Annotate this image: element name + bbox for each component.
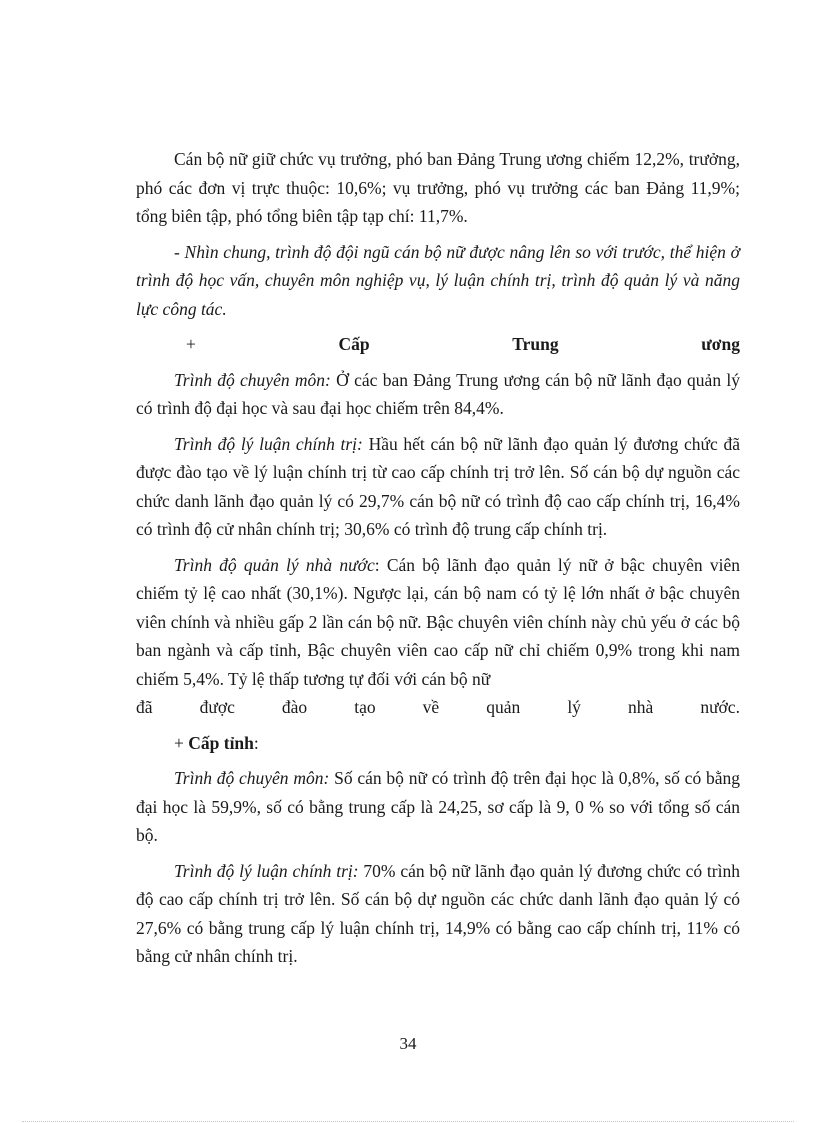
text-professional: Ở các ban Đảng Trung ương cán bộ nữ lãnh đạo quản lý có trình độ đại học và sau đại học chiếm trên 84,4%. (136, 369, 740, 418)
paragraph-central-political (136, 430, 740, 544)
last-line-word: nước. (700, 697, 740, 717)
heading-central-word-3: ương (701, 334, 740, 354)
label-professional: Trình độ chuyên môn: (174, 369, 331, 390)
last-line-word: tạo (354, 697, 376, 717)
label-provincial-professional: Trình độ chuyên môn: (174, 768, 330, 788)
last-line-word: về (422, 697, 440, 717)
label-provincial-political: Trình độ lý luận chính trị: (174, 860, 359, 881)
text-provincial-political: 70% cán bộ nữ lãnh đạo quản lý đương chức có trình độ cao cấp chính trị trở lên. Số cán bộ dự nguồn các chức danh lãnh đạo quản lý có 27,6% có bằng trung cấp lý luận chính trị, 14,9% có bằng cao cấp chính trị, 11% có bằng cử nhân chính trị. (136, 860, 740, 966)
last-line-word: được (199, 697, 235, 717)
heading-central-word-1: Cấp (338, 334, 370, 354)
text-political: Hầu hết cán bộ nữ lãnh đạo quản lý đương chức đã được đào tạo về lý luận chính trị từ cao cấp chính trị trở lên. Số cán bộ dự nguồn các chức danh lãnh đạo quản lý có 29,7% cán bộ nữ có trình độ cao cấp chính trị, 16,4% có trình độ cử nhân chính trị; 30,6% có trình độ trung cấp chính trị. (136, 433, 740, 539)
label-state-management: Trình độ quản lý nhà nước (174, 554, 375, 575)
text-state-management: : Cán bộ lãnh đạo quản lý nữ ở bậc chuyên viên chiếm tỷ lệ cao nhất (30,1%). Ngược lại, cán bộ nam có tỷ lệ lớn nhất ở bậc chuyên viên chính và nhiều gấp 2 lần cán bộ nữ. Bậc chuyên viên chính này chủ yếu ở các bộ ban ngành và cấp tỉnh, Bậc chuyên viên cao cấp nữ chỉ chiếm 0,9% trong khi nam chiếm 5,4%. Tỷ lệ thấp tương tự đối với cán bộ nữ (136, 554, 740, 689)
text-provincial-professional: Số cán bộ nữ có trình độ trên đại học là 0,8%, số có bằng đại học là 59,9%, số có bằng trung cấp là 24,25, sơ cấp là 9, 0 % so với tổng số cán bộ. (136, 768, 740, 845)
last-line-word: đã (136, 697, 153, 717)
last-line-word: nhà (627, 697, 654, 717)
label-political: Trình độ lý luận chính trị: (174, 433, 363, 454)
heading-provincial-plus: + (174, 732, 189, 753)
page-bottom-rule (22, 1121, 794, 1122)
page-number: 34 (399, 1034, 417, 1053)
paragraph-general-assessment: - Nhìn chung, trình độ đội ngũ cán bộ nữ được nâng lên so với trước, thể hiện ở trình độ học vấn, chuyên môn nghiệp vụ, lý luận chính trị, trình độ quản lý và năng lực công tác. (136, 241, 740, 319)
paragraph-women-leadership-ratios: Cán bộ nữ giữ chức vụ trưởng, phó ban Đảng Trung ương chiếm 12,2%, trưởng, phó các đơn vị trực thuộc: 10,6%; vụ trưởng, phó vụ trưởng các ban Đảng 11,9%; tổng biên tập, phó tổng biên tập tạp chí: 11,7%. (136, 149, 740, 226)
heading-provincial-title: Cấp tỉnh (188, 732, 254, 753)
heading-central-word-2: Trung (512, 334, 559, 354)
paragraph-provincial-political (136, 857, 740, 971)
state-management-last-line (136, 693, 740, 722)
heading-central-plus: + (186, 334, 196, 354)
paragraph-central-state-management (136, 551, 740, 722)
last-line-word: quản (486, 697, 521, 717)
heading-central-level (136, 330, 740, 359)
paragraph-central-professional (136, 366, 740, 423)
heading-provincial-level (136, 729, 740, 758)
heading-provincial-colon: : (253, 732, 259, 753)
state-management-body (136, 551, 740, 694)
last-line-word: lý (567, 697, 581, 717)
body-text (136, 145, 740, 978)
paragraph-provincial-professional (136, 764, 740, 850)
last-line-word: đào (281, 697, 308, 717)
